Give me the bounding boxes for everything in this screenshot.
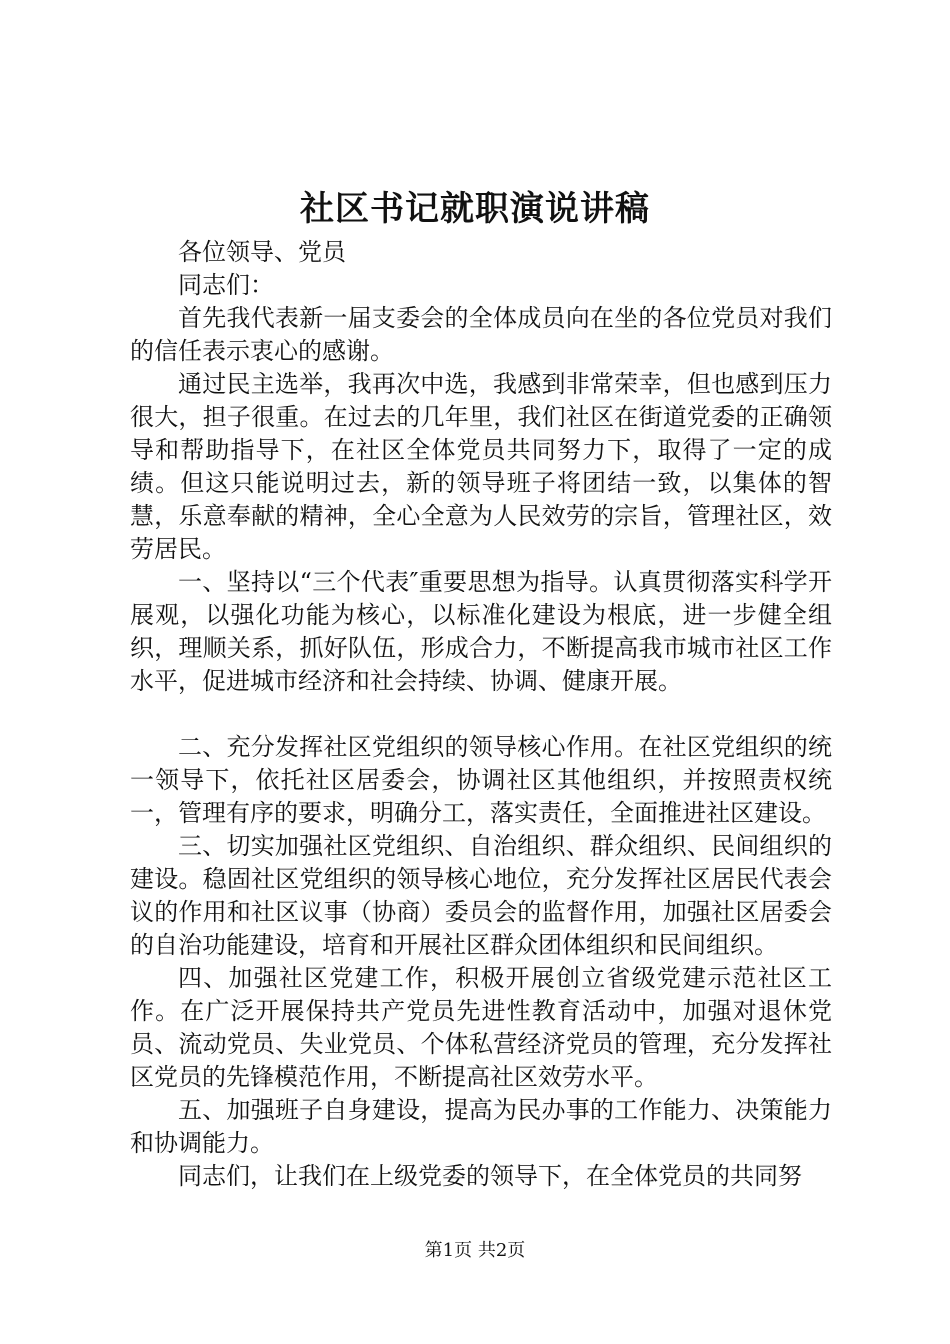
paragraph: 首先我代表新一届支委会的全体成员向在坐的各位党员对我们的信任表示衷心的感谢。	[130, 304, 832, 365]
paragraph: 二、充分发挥社区党组织的领导核心作用。在社区党组织的统一领导下，依托社区居委会，协调社区其他组织，并按照责权统一，管理有序的要求，明确分工，落实责任，全面推进社区建设。	[130, 733, 832, 827]
paragraph: 同志们，让我们在上级党委的领导下，在全体党员的共同努	[178, 1162, 802, 1190]
paragraph: 通过民主选举，我再次中选，我感到非常荣幸，但也感到压力很大，担子很重。在过去的几年里，我们社区在街道党委的正确领导和帮助指导下，在社区全体党员共同努力下，取得了一定的成绩。但这只能说明过去，新的领导班子将团结一致，以集体的智慧，乐意奉献的精神，全心全意为人民效劳的宗旨，管理社区，效劳居民。	[130, 370, 832, 563]
page-number-footer: 第1页 共2页	[424, 1240, 526, 1261]
paragraph: 一、坚持以“三个代表″重要思想为指导。认真贯彻落实科学开展观，以强化功能为核心，以标准化建设为根底，进一步健全组织，理顺关系，抓好队伍，形成合力，不断提高我市城市社区工作水平，促进城市经济和社会持续、协调、健康开展。	[130, 568, 832, 695]
paragraph: 四、加强社区党建工作，积极开展创立省级党建示范社区工作。在广泛开展保持共产党员先进性教育活动中，加强对退休党员、流动党员、失业党员、个体私营经济党员的管理，充分发挥社区党员的先锋模范作用，不断提高社区效劳水平。	[130, 964, 832, 1091]
document-body	[130, 236, 832, 1193]
paragraph: 五、加强班子自身建设，提高为民办事的工作能力、决策能力和协调能力。	[130, 1096, 832, 1157]
paragraph: 三、切实加强社区党组织、自治组织、群众组织、民间组织的建设。稳固社区党组织的领导核心地位，充分发挥社区居民代表会议的作用和社区议事（协商）委员会的监督作用，加强社区居委会的自治功能建设，培育和开展社区群众团体组织和民间组织。	[130, 832, 832, 959]
salutation-line: 同志们：	[178, 271, 274, 299]
salutation-line: 各位领导、党员	[178, 238, 346, 266]
document-title: 社区书记就职演说讲稿	[300, 189, 650, 229]
